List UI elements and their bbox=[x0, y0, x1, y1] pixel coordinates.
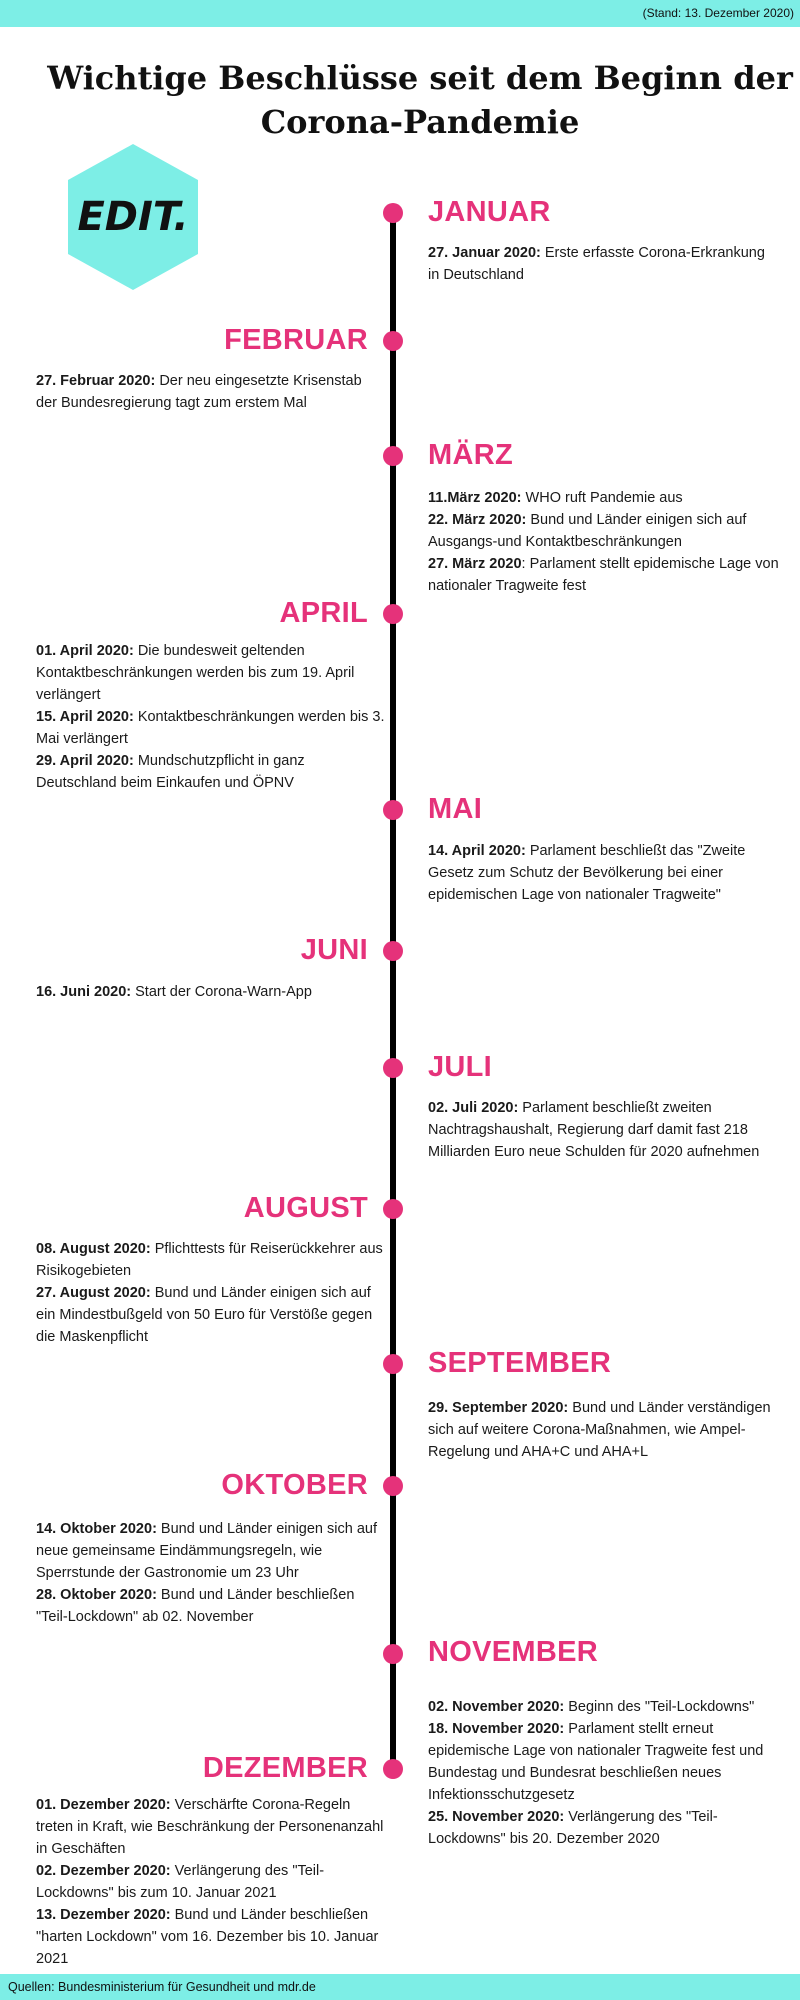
page-title: Wichtige Beschlüsse seit dem Beginn der Corona-Pandemie bbox=[47, 59, 793, 141]
entry-text: Erste erfasste Corona-Erkrankung in Deutschland bbox=[428, 245, 765, 283]
entries-oktober bbox=[36, 1518, 386, 1628]
timeline-dot bbox=[383, 1476, 403, 1496]
entry bbox=[36, 706, 386, 750]
entries-mai bbox=[428, 840, 780, 906]
entry bbox=[36, 1518, 386, 1584]
entries-januar bbox=[428, 242, 780, 286]
month-juli: JULI bbox=[428, 1051, 493, 1083]
entry bbox=[36, 370, 386, 414]
entry-text: : Parlament stellt epidemische Lage von nationaler Tragweite fest bbox=[428, 556, 779, 594]
timeline-dot bbox=[383, 1759, 403, 1779]
entries-august bbox=[36, 1238, 386, 1348]
entry-date: 22. März 2020: bbox=[428, 512, 527, 528]
month-august: AUGUST bbox=[243, 1192, 368, 1224]
entry-date: 02. Dezember 2020: bbox=[36, 1863, 171, 1879]
month-dezember: DEZEMBER bbox=[202, 1752, 368, 1784]
timeline-dot bbox=[383, 203, 403, 223]
entry bbox=[36, 1860, 386, 1904]
entry bbox=[36, 1238, 386, 1282]
entry-date: 29. September 2020: bbox=[428, 1400, 569, 1416]
stand-date: (Stand: 13. Dezember 2020) bbox=[642, 6, 794, 20]
edit-logo bbox=[68, 144, 198, 290]
entry bbox=[36, 981, 386, 1003]
entry-text: Mundschutzpflicht in ganz Deutschland beim Einkaufen und ÖPNV bbox=[36, 753, 305, 791]
month-juni: JUNI bbox=[300, 934, 368, 966]
month-april: APRIL bbox=[279, 597, 368, 629]
entry-text: Beginn des "Teil-Lockdowns" bbox=[564, 1699, 755, 1715]
entry bbox=[428, 242, 780, 286]
entry-date: 27. Februar 2020: bbox=[36, 373, 156, 389]
month-januar: JANUAR bbox=[428, 196, 551, 228]
entries-november bbox=[428, 1696, 780, 1850]
timeline-dot bbox=[383, 1058, 403, 1078]
entry bbox=[36, 1794, 386, 1860]
entry bbox=[428, 1718, 780, 1806]
entries-maerz bbox=[428, 487, 780, 597]
entry-text: Bund und Länder verständigen sich auf weitere Corona-Maßnahmen, wie Ampel-Regelung und AHA+C und AHA+L bbox=[428, 1400, 771, 1460]
entry-date: 16. Juni 2020: bbox=[36, 984, 132, 1000]
entry bbox=[36, 640, 386, 706]
entry-text: Parlament stellt erneut epidemische Lage von nationaler Tragweite fest und Bundestag und Bundesrat beschließen neues Infektionsschutzgesetz bbox=[428, 1721, 764, 1803]
entry-date: 28. Oktober 2020: bbox=[36, 1587, 157, 1603]
entry bbox=[428, 1397, 780, 1463]
entry bbox=[36, 1904, 386, 1970]
entry-date: 13. Dezember 2020: bbox=[36, 1907, 171, 1923]
entry bbox=[428, 840, 780, 906]
timeline-dot bbox=[383, 800, 403, 820]
month-mai: MAI bbox=[428, 793, 483, 825]
entry-date: 14. April 2020: bbox=[428, 843, 526, 859]
timeline-dot bbox=[383, 331, 403, 351]
timeline-dot bbox=[383, 941, 403, 961]
entry-text: Bund und Länder beschließen "harten Lockdown" vom 16. Dezember bis 10. Januar 2021 bbox=[36, 1907, 379, 1967]
entry-text: Bund und Länder einigen sich auf ein Mindestbußgeld von 50 Euro für Verstöße gegen die Maskenpflicht bbox=[36, 1285, 373, 1345]
entry-date: 02. Juli 2020: bbox=[428, 1100, 519, 1116]
month-november: NOVEMBER bbox=[428, 1636, 598, 1668]
month-september: SEPTEMBER bbox=[428, 1347, 612, 1379]
timeline-dot bbox=[383, 446, 403, 466]
entry-date: 29. April 2020: bbox=[36, 753, 134, 769]
top-bar bbox=[0, 0, 800, 27]
timeline-dot bbox=[383, 1644, 403, 1664]
entry bbox=[428, 509, 780, 553]
entry-text: WHO ruft Pandemie aus bbox=[521, 490, 683, 506]
entry bbox=[36, 1584, 386, 1628]
entry bbox=[428, 553, 780, 597]
entry bbox=[428, 1097, 780, 1163]
timeline-dot bbox=[383, 1199, 403, 1219]
entry-date: 01. April 2020: bbox=[36, 643, 134, 659]
entry bbox=[36, 1282, 386, 1348]
timeline-dot bbox=[383, 604, 403, 624]
entry-text: Bund und Länder beschließen "Teil-Lockdown" ab 02. November bbox=[36, 1587, 355, 1625]
entry-date: 14. Oktober 2020: bbox=[36, 1521, 157, 1537]
entry-text: Bund und Länder einigen sich auf Ausgangs-und Kontaktbeschränkungen bbox=[428, 512, 747, 550]
entry-text: Parlament beschließt zweiten Nachtragshaushalt, Regierung darf damit fast 218 Milliarden Euro neue Schulden für 2020 aufnehmen bbox=[428, 1100, 760, 1160]
entry-date: 01. Dezember 2020: bbox=[36, 1797, 171, 1813]
entry-date: 02. November 2020: bbox=[428, 1699, 565, 1715]
entry bbox=[428, 1806, 780, 1850]
entry-text: Parlament beschließt das "Zweite Gesetz zum Schutz der Bevölkerung bei einer epidemischen Lage von nationaler Tragweite" bbox=[428, 843, 746, 903]
month-oktober: OKTOBER bbox=[221, 1469, 368, 1501]
entry-text: Start der Corona-Warn-App bbox=[131, 984, 312, 1000]
timeline-dot bbox=[383, 1354, 403, 1374]
entry-date: 11.März 2020: bbox=[428, 490, 522, 506]
logo-text: EDIT. bbox=[77, 194, 189, 240]
entry bbox=[36, 750, 386, 794]
month-februar: FEBRUAR bbox=[224, 324, 368, 356]
entry-date: 25. November 2020: bbox=[428, 1809, 565, 1825]
entry bbox=[428, 487, 780, 509]
entry-text: Kontaktbeschränkungen werden bis 3. Mai verlängert bbox=[36, 709, 385, 747]
entry-text: Bund und Länder einigen sich auf neue gemeinsame Eindämmungsregeln, wie Sperrstunde der Gastronomie um 23 Uhr bbox=[36, 1521, 377, 1581]
entry-date: 15. April 2020: bbox=[36, 709, 134, 725]
entry-date: 27. März 2020 bbox=[428, 556, 522, 572]
entry-text: Die bundesweit geltenden Kontaktbeschränkungen werden bis zum 19. April verlängert bbox=[36, 643, 355, 703]
sources-text: Quellen: Bundesministerium für Gesundheit und mdr.de bbox=[8, 1980, 316, 1994]
month-maerz: MÄRZ bbox=[428, 439, 513, 471]
entries-dezember bbox=[36, 1794, 386, 1970]
entries-juli bbox=[428, 1097, 780, 1163]
entry-text: Verlängerung des "Teil-Lockdowns" bis 20. Dezember 2020 bbox=[428, 1809, 718, 1847]
entry-date: 08. August 2020: bbox=[36, 1241, 151, 1257]
entry bbox=[428, 1696, 780, 1718]
entries-juni bbox=[36, 981, 386, 1003]
entry-date: 27. August 2020: bbox=[36, 1285, 151, 1301]
entry-text: Verlängerung des "Teil-Lockdowns" bis zum 10. Januar 2021 bbox=[36, 1863, 325, 1901]
entry-text: Verschärfte Corona-Regeln treten in Kraft, wie Beschränkung der Personenanzahl in Geschäften bbox=[36, 1797, 384, 1857]
entries-september bbox=[428, 1397, 780, 1463]
entry-text: Pflichttests für Reiserückkehrer aus Risikogebieten bbox=[36, 1241, 383, 1279]
entries-april bbox=[36, 640, 386, 794]
entry-date: 18. November 2020: bbox=[428, 1721, 565, 1737]
entry-date: 27. Januar 2020: bbox=[428, 245, 541, 261]
bottom-bar bbox=[0, 1974, 800, 2000]
entries-februar bbox=[36, 370, 386, 414]
entry-text: Der neu eingesetzte Krisenstab der Bundesregierung tagt zum erstem Mal bbox=[36, 373, 362, 411]
